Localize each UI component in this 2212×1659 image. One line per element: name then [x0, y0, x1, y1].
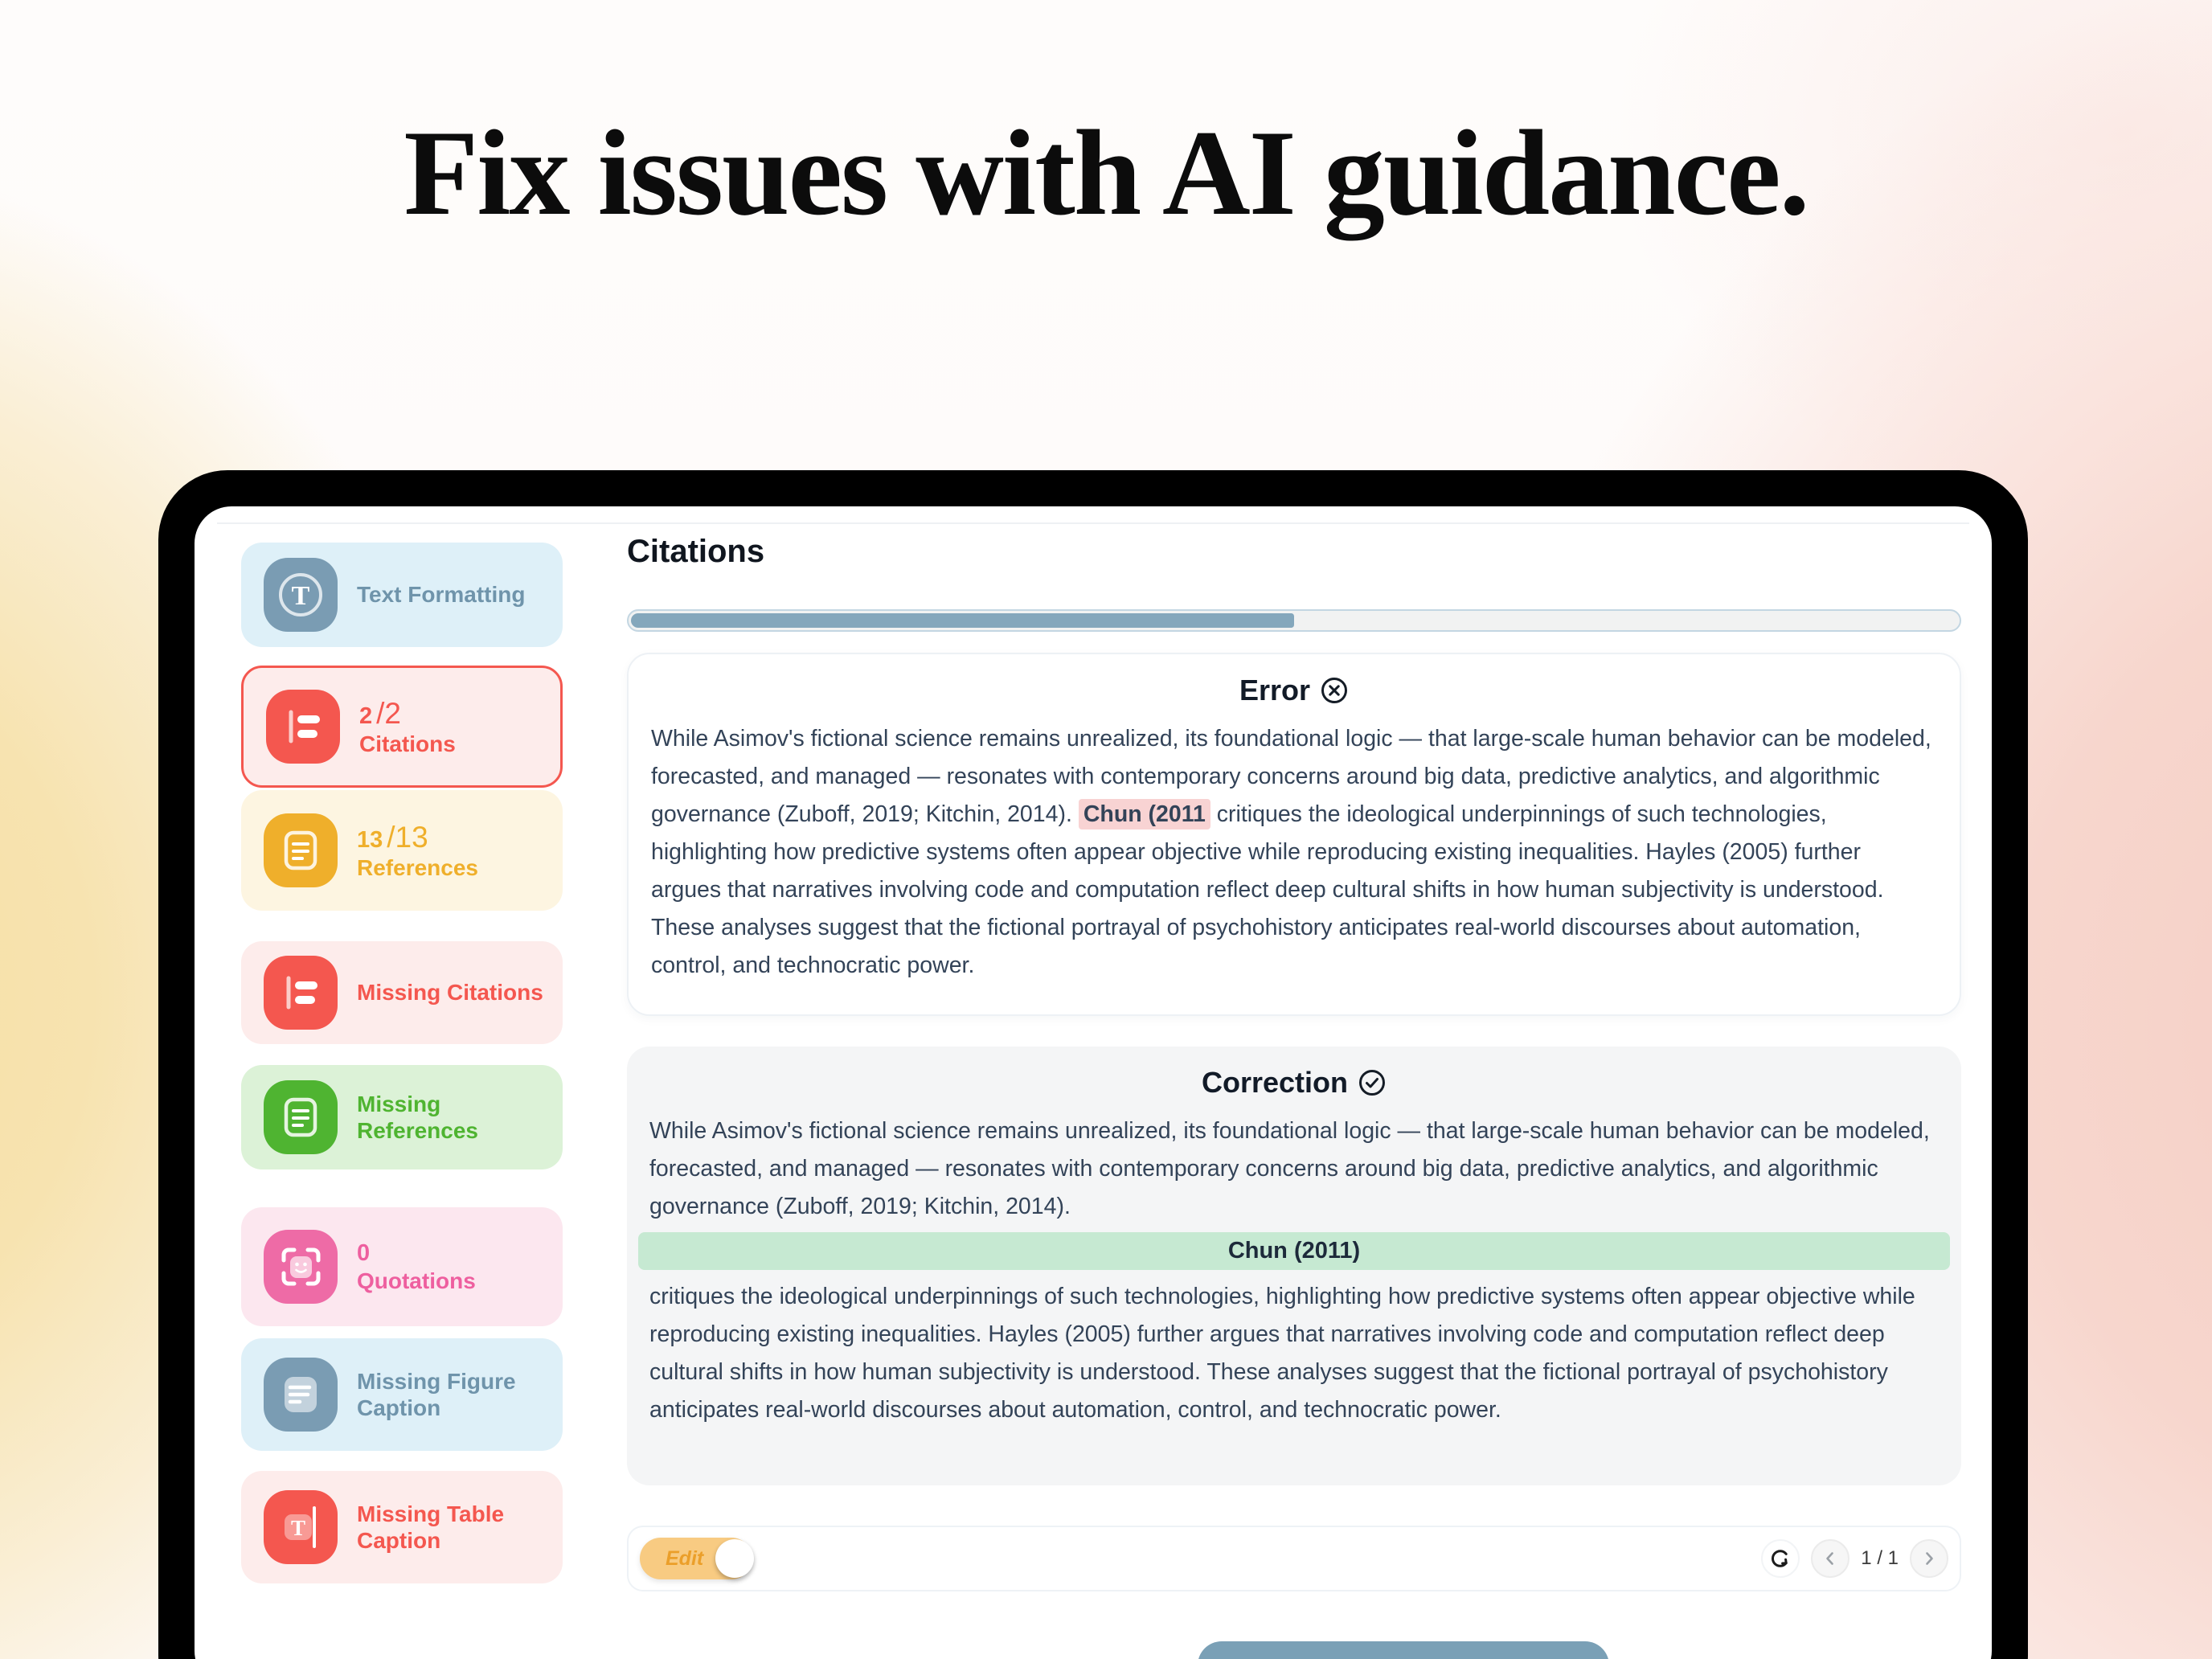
missing-citations-icon [264, 956, 338, 1030]
device-frame [158, 470, 2028, 1659]
quotations-icon [264, 1230, 338, 1304]
next-page-button[interactable] [1910, 1539, 1948, 1578]
footer-toolbar [627, 1526, 1961, 1591]
correction-highlight: Chun (2011) [638, 1232, 1950, 1270]
edit-toggle[interactable] [640, 1538, 752, 1579]
correction-text-before: While Asimov's fictional science remains unrealized, its foundational logic — that large-scale human behavior can be modeled, forecasted, and managed — resonates with contemporary concerns around big data, predictive analytics, and algorithmic governance (Zuboff, 2019; Kitchin, 2014). [649, 1118, 1930, 1219]
error-circle-x-icon [1320, 676, 1349, 705]
references-icon [264, 813, 338, 887]
headline: Fix issues with AI guidance. [403, 105, 1809, 240]
content-divider [217, 522, 1969, 524]
missing-table-caption-icon [264, 1490, 338, 1564]
missing-figure-caption-icon [264, 1358, 338, 1432]
citations-count: 2 /2 [359, 696, 401, 730]
error-card [627, 653, 1961, 1016]
sidebar-item-label: Quotations [357, 1268, 476, 1293]
page-indicator: 1 / 1 [1861, 1547, 1899, 1569]
correction-card [627, 1047, 1961, 1485]
quotations-count: 0 [357, 1240, 371, 1267]
sidebar-item-label: Missing Table Caption [357, 1501, 505, 1553]
missing-references-icon [264, 1080, 338, 1154]
error-text: While Asimov's fictional science remains unrealized, its foundational logic — that large-scale human behavior can be modeled, forecasted, and managed — resonates with contemporary concerns around big data, predictive analytics, and algorithmic governance (Zuboff, 2019; Kitchin, 2014). Chun (2011 critiques the ideological underpinnings of such technologies, highlighting how predictive systems often appear objective while reproducing existing inequalities. Hayles (2005) further argues that narratives involving code and computation reflect deep cultural shifts in how human subjectivity is understood. These analyses suggest that the fictional portrayal of psychohistory anticipates real-world discourses about automation, control, and technocratic power. [651, 726, 1931, 978]
svg-text:T: T [291, 581, 310, 611]
sidebar-item-text-formatting[interactable] [241, 543, 563, 647]
partial-bottom-button[interactable] [1198, 1641, 1609, 1659]
refresh-icon [1767, 1545, 1794, 1572]
correction-circle-check-icon [1358, 1068, 1387, 1097]
sidebar-item-references[interactable] [241, 790, 563, 911]
references-count: 13 /13 [357, 820, 428, 854]
progress-fill [631, 613, 1294, 628]
error-card-title: Error [629, 674, 1960, 707]
sidebar-item-label: Missing References [357, 1091, 478, 1143]
edit-toggle-knob[interactable] [715, 1539, 754, 1578]
citations-icon [266, 690, 340, 764]
sidebar-item-label: Citations [359, 731, 456, 757]
sidebar-item-label: Missing Citations [357, 980, 543, 1006]
correction-card-title: Correction [627, 1066, 1961, 1100]
progress-bar [627, 609, 1961, 632]
edit-toggle-label: Edit [666, 1546, 704, 1570]
sidebar-item-missing-table-caption[interactable] [241, 1471, 563, 1583]
app-screen [195, 506, 1992, 1659]
sidebar-item-quotations[interactable] [241, 1207, 563, 1326]
svg-text:T: T [290, 1516, 306, 1540]
sidebar-item-label: References [357, 855, 478, 881]
sidebar-item-missing-figure-caption[interactable] [241, 1338, 563, 1451]
panel-title: Citations [627, 534, 765, 569]
correction-text-after: critiques the ideological underpinnings of such technologies, highlighting how predictive systems often appear objective while reproducing existing inequalities. Hayles (2005) further argues that narratives involving code and computation reflect deep cultural shifts in how human subjectivity is understood. These analyses suggest that the fictional portrayal of psychohistory anticipates real-world discourses about automation, control, and technocratic power. [649, 1284, 1915, 1423]
text-formatting-icon [264, 558, 338, 632]
refresh-button[interactable] [1761, 1539, 1800, 1578]
sidebar-item-label: Missing Figure Caption [357, 1368, 516, 1420]
error-highlight: Chun (2011 [1079, 799, 1210, 830]
sidebar-item-citations[interactable] [241, 666, 563, 788]
chevron-right-icon [1919, 1549, 1939, 1568]
sidebar-item-label: Text Formatting [357, 582, 526, 608]
sidebar-item-missing-references[interactable] [241, 1065, 563, 1169]
previous-page-button[interactable] [1811, 1539, 1849, 1578]
sidebar-item-missing-citations[interactable] [241, 941, 563, 1044]
pagination-controls [1761, 1539, 1948, 1578]
chevron-left-icon [1821, 1549, 1840, 1568]
